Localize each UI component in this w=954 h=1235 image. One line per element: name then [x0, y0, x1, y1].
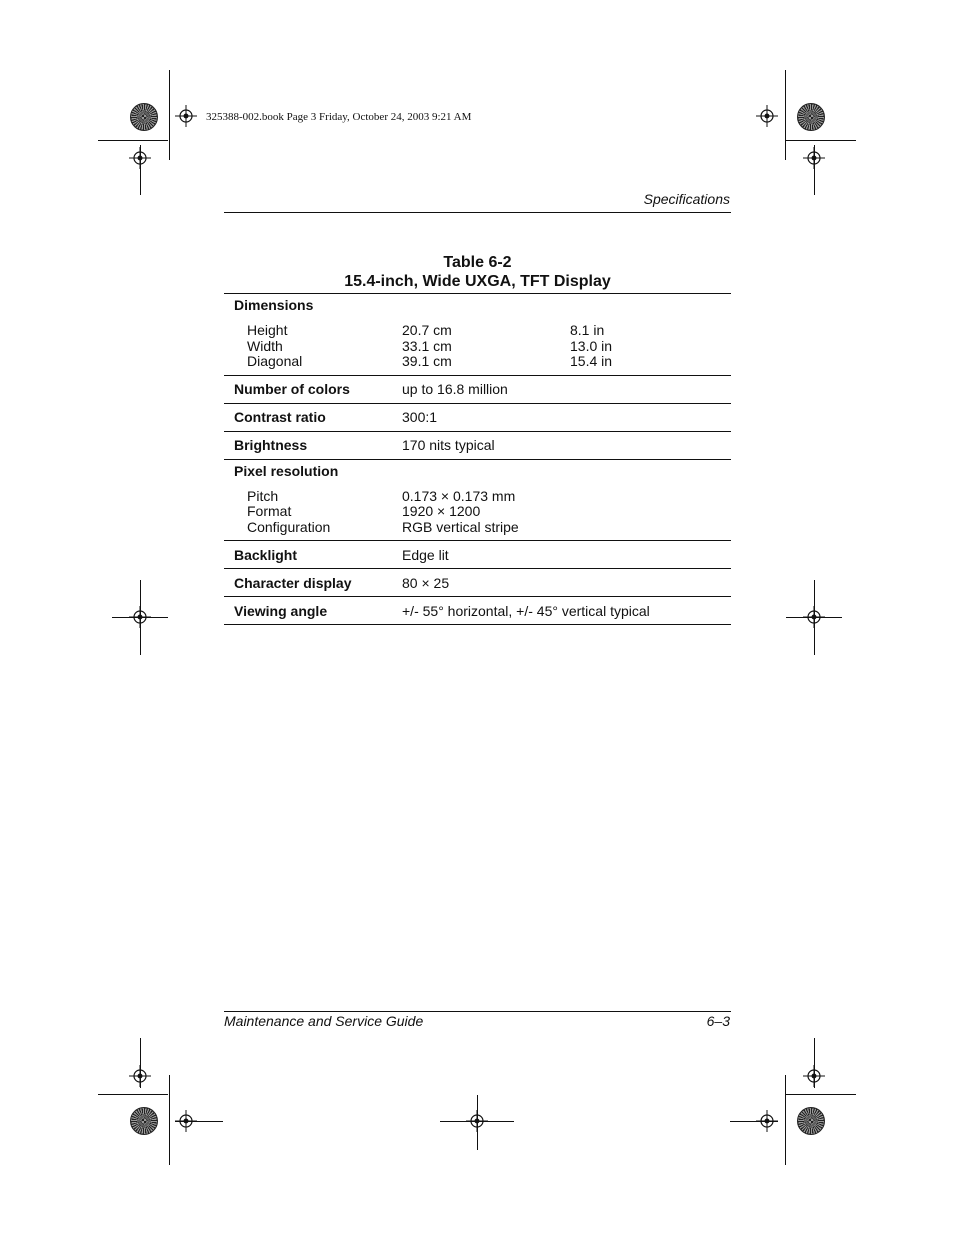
sub-row [224, 504, 731, 520]
sub-row-label: Format [247, 503, 292, 519]
sub-row-label: Height [247, 322, 288, 338]
table-row-contrast-ratio [224, 404, 731, 432]
table-row-brightness [224, 432, 731, 460]
sub-row [224, 520, 731, 536]
page-number: 6–3 [706, 1013, 730, 1029]
sub-row-label: Configuration [247, 518, 331, 535]
table-row-backlight [224, 541, 731, 569]
color-bar-sunburst-icon [130, 103, 158, 131]
table-caption [224, 253, 731, 291]
registration-mark-icon [175, 105, 197, 127]
footer-rule [224, 1011, 731, 1012]
row-value: 80 × 25 [402, 574, 450, 591]
sub-row [224, 354, 731, 370]
row-label: Dimensions [234, 297, 314, 313]
sub-row [224, 339, 731, 355]
imperial-value: 13.0 in [570, 337, 613, 354]
row-label: Backlight [234, 546, 298, 563]
registration-mark-icon [129, 147, 151, 169]
color-bar-sunburst-icon [130, 1107, 158, 1135]
table-row-viewing-angle [224, 597, 731, 625]
registration-mark-icon [803, 1065, 825, 1087]
registration-mark-icon [756, 105, 778, 127]
running-head: Specifications [643, 191, 730, 207]
sub-row [224, 323, 731, 339]
sub-row-label: Pitch [247, 487, 279, 504]
imperial-value: 8.1 in [570, 322, 605, 338]
registration-mark-icon [803, 147, 825, 169]
metric-value: 33.1 cm [402, 337, 452, 354]
sub-row [224, 489, 731, 505]
sub-row-value: RGB vertical stripe [402, 518, 519, 535]
row-value: Edge lit [402, 546, 449, 563]
row-value: 300:1 [402, 409, 438, 425]
color-bar-sunburst-icon [797, 103, 825, 131]
row-label: Contrast ratio [234, 409, 326, 425]
sub-row-label: Diagonal [247, 353, 303, 369]
table-row-dimensions [224, 294, 731, 376]
sub-row-label: Width [247, 337, 283, 354]
sub-row-value: 1920 × 1200 [402, 503, 481, 519]
table-row-number-of-colors [224, 376, 731, 404]
spec-table [224, 293, 731, 625]
table-row-character-display [224, 569, 731, 597]
footer-title: Maintenance and Service Guide [224, 1013, 424, 1029]
table-row-pixel-resolution [224, 460, 731, 542]
metric-value: 39.1 cm [402, 353, 452, 369]
row-label: Brightness [234, 437, 308, 453]
row-value: +/- 55° horizontal, +/- 45° vertical typical [402, 602, 650, 619]
sub-row-value: 0.173 × 0.173 mm [402, 487, 516, 504]
metric-value: 20.7 cm [402, 322, 452, 338]
book-info-slug: 325388-002.book Page 3 Friday, October 24, 2003 9:21 AM [206, 111, 472, 123]
registration-mark-icon [129, 1065, 151, 1087]
row-value: 170 nits typical [402, 437, 495, 453]
row-label: Pixel resolution [234, 462, 339, 479]
row-label: Viewing angle [234, 602, 328, 619]
table-number: Table 6-2 [443, 254, 512, 271]
table-title: 15.4-inch, Wide UXGA, TFT Display [344, 273, 611, 290]
row-value: up to 16.8 million [402, 381, 508, 397]
color-bar-sunburst-icon [797, 1107, 825, 1135]
row-label: Character display [234, 574, 352, 591]
row-label: Number of colors [234, 381, 350, 397]
header-rule [224, 212, 731, 213]
imperial-value: 15.4 in [570, 353, 613, 369]
